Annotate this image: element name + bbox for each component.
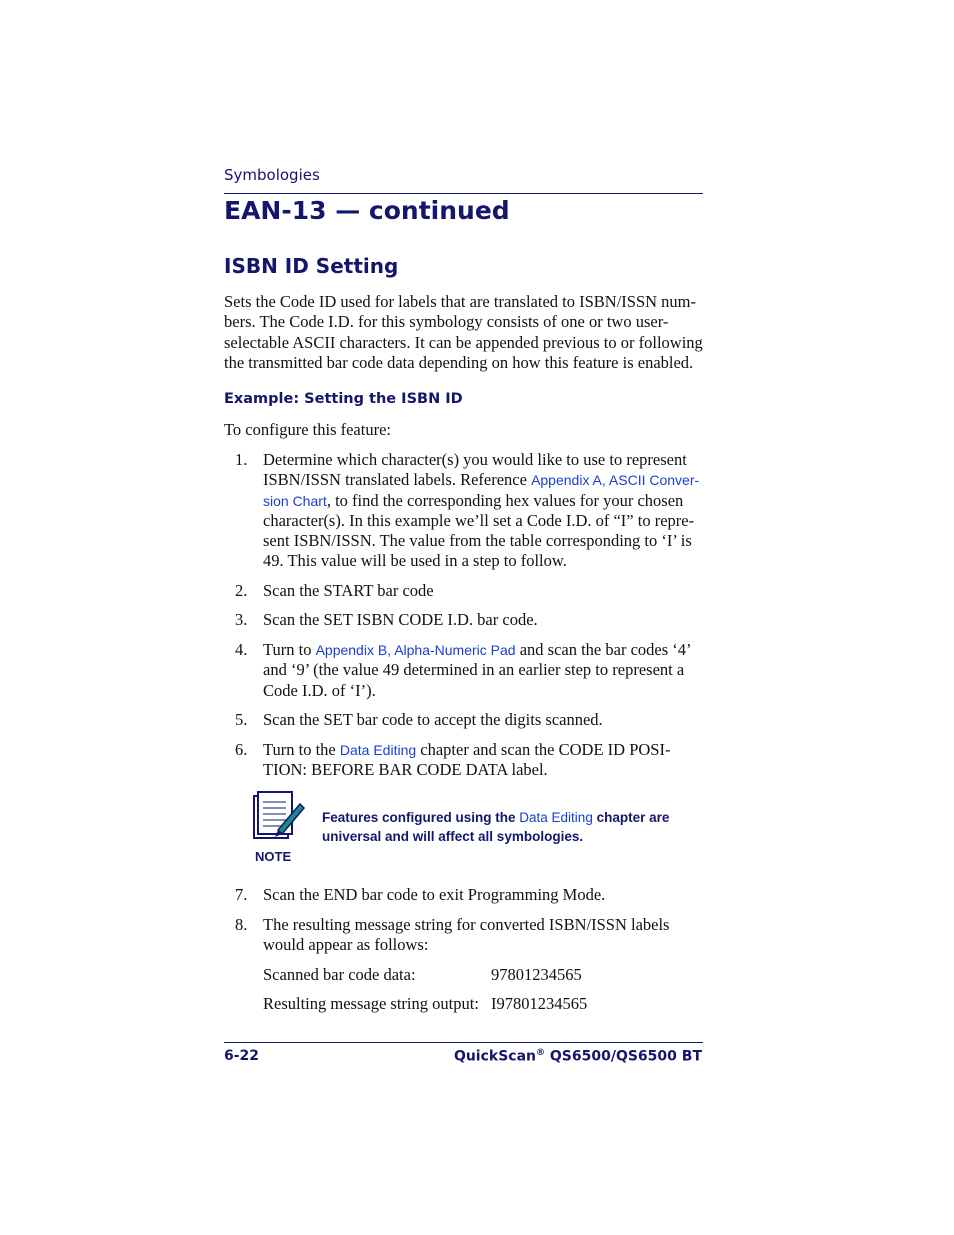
header-rule: [224, 193, 703, 194]
appendix-b-link[interactable]: Appendix B, Alpha-Numeric Pad: [315, 642, 516, 658]
intro-text: To configure this feature:: [224, 420, 391, 439]
step-line: The resulting message string for converted ISBN/ISSN labels: [263, 915, 670, 934]
step-line: Scan the END bar code to exit Programming Mode.: [263, 885, 606, 904]
example-heading: Example: Setting the ISBN ID: [224, 391, 463, 407]
appendix-a-link[interactable]: Appendix A, ASCII Conver-: [531, 472, 700, 489]
step-line: 49. This value will be used in a step to follow.: [263, 551, 567, 571]
description-line: bers. The Code I.D. for this symbology consists of one or two user-: [224, 312, 669, 332]
step-number: 1.: [235, 450, 248, 469]
description-paragraph: [224, 292, 704, 373]
step-line: Determine which character(s) you would like to use to represent: [263, 450, 687, 469]
note-data-editing-link[interactable]: Data Editing: [519, 810, 593, 825]
step-line: and ‘9’ (the value 49 determined in an earlier step to represent a: [263, 660, 685, 680]
note-line: [322, 809, 669, 828]
result-label: Scanned bar code data:: [263, 965, 416, 984]
note-line: universal and will affect all symbologies.: [322, 828, 584, 844]
step-number: 2.: [235, 581, 248, 600]
step-number: 3.: [235, 610, 248, 629]
page-number: 6-22: [224, 1048, 260, 1064]
step-line: Scan the SET ISBN CODE I.D. bar code.: [263, 610, 538, 629]
step-line: [263, 491, 699, 511]
step-line: [263, 640, 692, 660]
note-text: [322, 809, 669, 846]
section-heading: ISBN ID Setting: [224, 254, 399, 278]
step-number: 8.: [235, 915, 248, 934]
step-line: [263, 740, 670, 760]
description-line: the transmitted bar code data depending on how this feature is enabled.: [224, 352, 694, 372]
page-title: EAN-13 — continued: [224, 196, 510, 225]
appendix-a-link-cont[interactable]: sion Chart: [263, 492, 327, 509]
result-value: 97801234565: [491, 965, 582, 984]
running-header: Symbologies: [224, 166, 320, 184]
step-line: Scan the SET bar code to accept the digits scanned.: [263, 710, 603, 729]
step-number: 7.: [235, 885, 248, 904]
step-text: and scan the bar codes ‘4’: [515, 640, 692, 659]
result-value: I97801234565: [491, 994, 588, 1013]
footer-rule: [224, 1042, 703, 1043]
step-line: TION: BEFORE BAR CODE DATA label.: [263, 760, 548, 780]
step-line: character(s). In this example we’ll set a Code I.D. of “I” to repre-: [263, 510, 695, 530]
step-text: , to find the corresponding hex values for your chosen: [326, 490, 684, 510]
step-line: Scan the START bar code: [263, 581, 434, 600]
note-label: NOTE: [255, 849, 292, 864]
result-row-output: [263, 994, 588, 1014]
result-label: Resulting message string output:: [263, 994, 479, 1013]
step-line: [263, 470, 699, 490]
step-text: Turn to: [263, 640, 316, 659]
product-name-text: QuickScan: [453, 1048, 537, 1065]
step-line: would appear as follows:: [263, 935, 429, 955]
description-line: selectable ASCII characters. It can be appended previous to or following: [224, 332, 703, 352]
step-text: Turn to the: [263, 740, 340, 759]
step-text: chapter and scan the CODE ID POSI-: [416, 740, 671, 759]
note-fragment: Features configured using the: [322, 810, 520, 825]
result-row-scanned: [263, 965, 582, 985]
note-fragment: chapter are: [592, 810, 670, 825]
data-editing-link[interactable]: Data Editing: [339, 742, 417, 758]
product-name: [454, 1048, 702, 1065]
description-line: Sets the Code ID used for labels that are translated to ISBN/ISSN num-: [224, 292, 696, 311]
step-text: ISBN/ISSN translated labels. Reference: [263, 470, 532, 490]
step-number: 6.: [235, 740, 248, 759]
step-line: sent ISBN/ISSN. The value from the table corresponding to ‘I’ is: [263, 531, 692, 551]
step-number: 5.: [235, 710, 248, 729]
step-line: Code I.D. of ‘I’).: [263, 680, 376, 700]
product-model-text: QS6500/QS6500 BT: [545, 1048, 702, 1065]
step-number: 4.: [235, 640, 248, 659]
registered-mark: ®: [536, 1048, 546, 1058]
